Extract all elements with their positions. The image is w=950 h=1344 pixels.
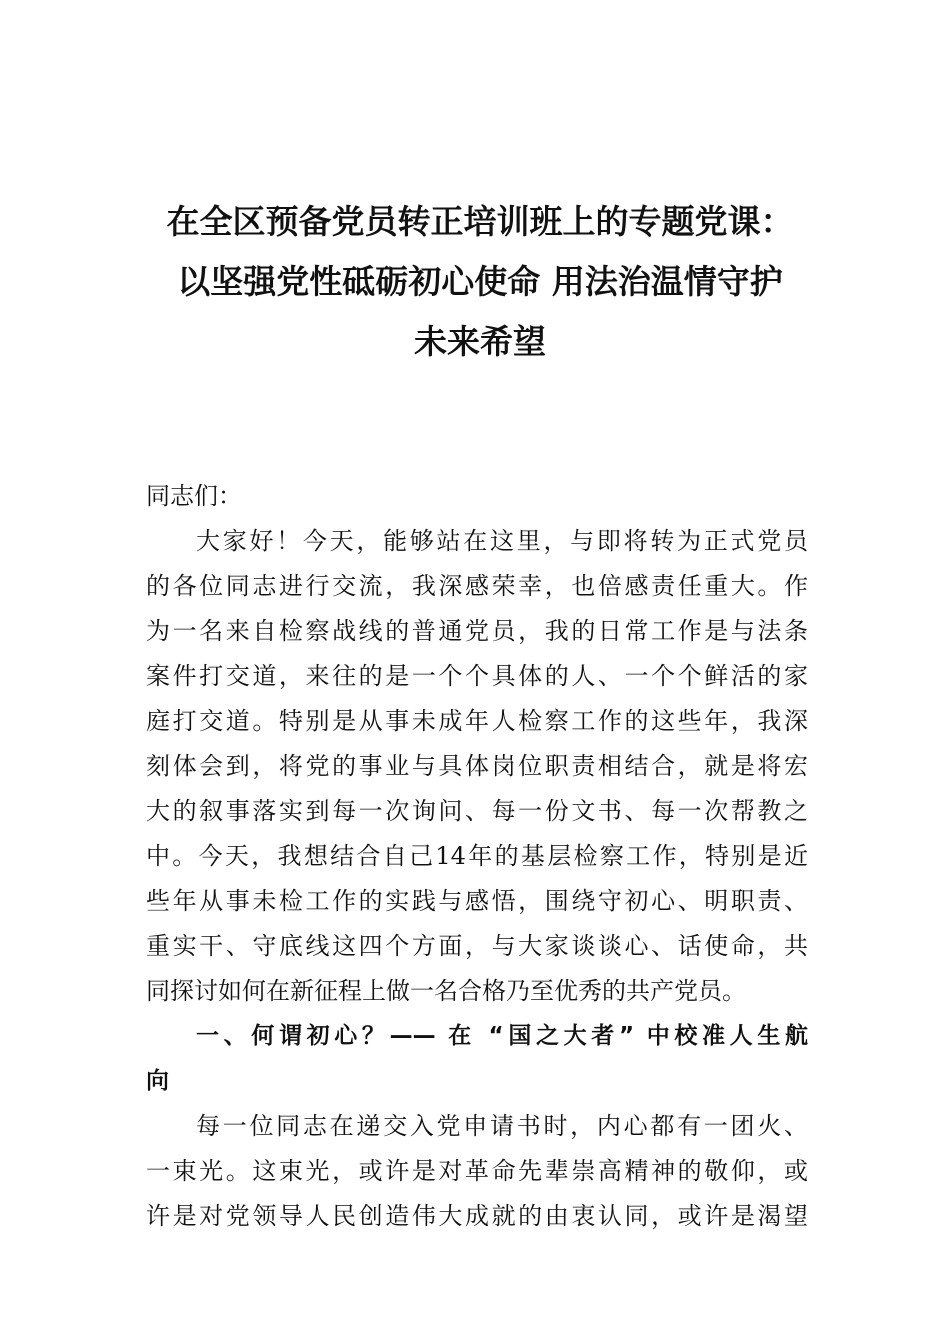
salutation: 同志们： (146, 482, 242, 510)
paragraph-line: 庭打交道。特别是从事未成年人检察工作的这些年，我深 (146, 707, 808, 735)
title-line-3: 未来希望 (414, 322, 546, 361)
paragraph-line: 中。今天，我想结合自己14年的基层检察工作，特别是近 (146, 842, 808, 870)
paragraph-intro (146, 519, 808, 1014)
title-line-1: 在全区预备党员转正培训班上的专题党课： (166, 202, 794, 241)
paragraph-line: 许是对党领导人民创造伟大成就的由衷认同，或许是渴望 (146, 1202, 808, 1230)
heading-line: 向 (146, 1068, 169, 1094)
title-line-2: 以坚强党性砥砺初心使命 用法治温情守护 (177, 262, 783, 301)
heading-line: 一、何谓初心？—— 在 “国之大者” 中校准人生航 (196, 1023, 808, 1049)
paragraph-line: 每一位同志在递交入党申请书时，内心都有一团火、 (196, 1112, 808, 1140)
paragraph-line: 大的叙事落实到每一次询问、每一份文书、每一次帮教之 (146, 797, 808, 825)
paragraph-line: 为一名来自检察战线的普通党员，我的日常工作是与法条 (146, 617, 808, 645)
paragraph-line: 一束光。这束光，或许是对革命先辈崇高精神的敬仰，或 (146, 1157, 808, 1185)
paragraph-line: 重实干、守底线这四个方面，与大家谈谈心、话使命，共 (146, 932, 808, 960)
paragraph-line: 案件打交道，来往的是一个个具体的人、一个个鲜活的家 (146, 662, 808, 690)
document-body (146, 474, 808, 1239)
paragraph-line: 的各位同志进行交流，我深感荣幸，也倍感责任重大。作 (146, 572, 808, 600)
paragraph-line: 同探讨如何在新征程上做一名合格乃至优秀的共产党员。 (146, 977, 746, 1005)
document-title (100, 192, 860, 372)
section-heading-1 (146, 1014, 808, 1104)
paragraph-section-1 (146, 1104, 808, 1239)
paragraph-line: 些年从事未检工作的实践与感悟，围绕守初心、明职责、 (146, 887, 808, 915)
paragraph-line: 刻体会到，将党的事业与具体岗位职责相结合，就是将宏 (146, 752, 808, 780)
paragraph-line: 大家好！今天，能够站在这里，与即将转为正式党员 (196, 527, 808, 555)
